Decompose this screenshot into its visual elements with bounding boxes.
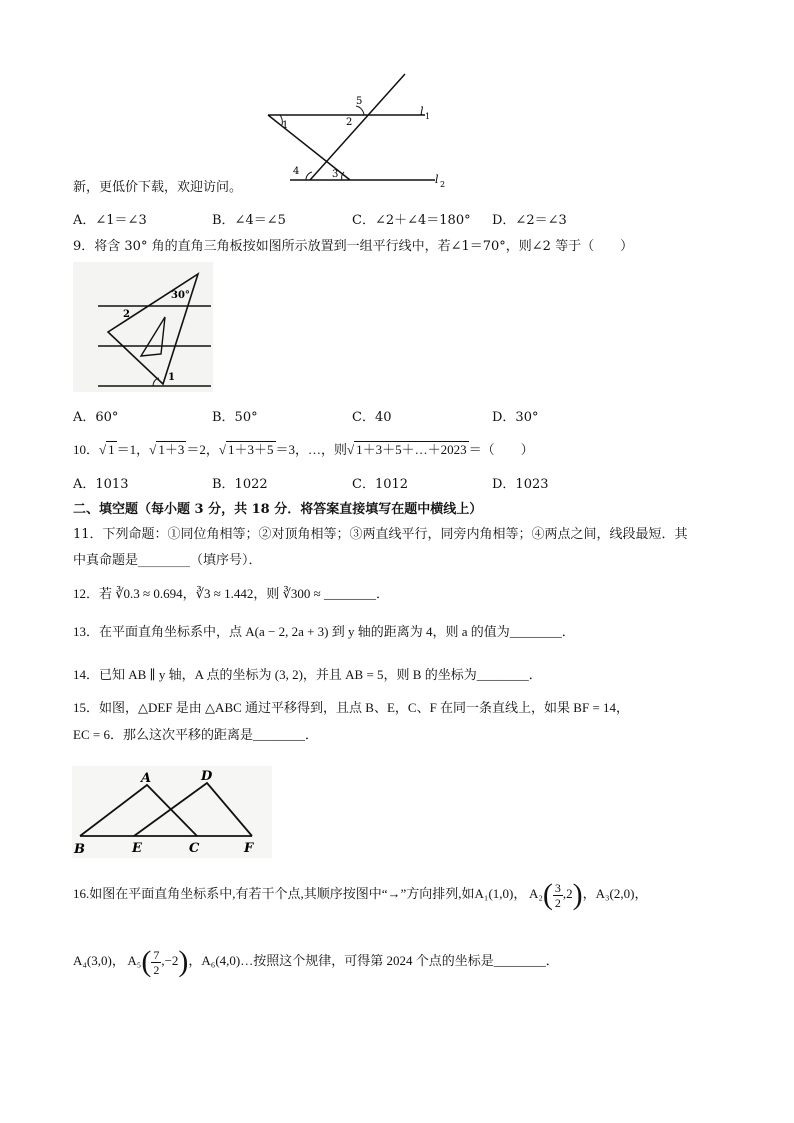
q10-sqrt-3: 1＋3＋5 [227,442,274,457]
q10-eq-1: ＝1， [116,442,150,457]
q13-text: 13．在平面直角坐标系中，点 A(a − 2, 2a + 3) 到 y 轴的距离为 4，则 a 的值为________． [73,624,575,639]
q9-option-b: B．50° [212,410,258,425]
q16-a3: ，A₃(2,0)， [582,885,648,901]
q16-a2-rest: ,2 [562,885,573,901]
q8-label-l1: l [420,105,424,118]
q9-option-c: C．40 [352,410,392,425]
transversal-long [310,74,405,180]
q16-a5-den: 2 [153,962,160,977]
q15-label-a: A [141,771,152,786]
q10-option-a: A．1013 [73,477,129,492]
q16-a2-label: A₂ [528,885,543,901]
q9-stem: 9．将含 30° 角的直角三角板按如图所示放置到一组平行线中，若∠1＝70°，则∠2 等于（ ） [73,239,634,254]
q9-option-d: D．30° [492,410,539,425]
q8-angle-4: 4 [293,166,300,177]
q10-eq-2: ＝2， [186,442,219,457]
q16-line-2: A₄(3,0)， A₅( $\frac{7}{2}$ ,−2)，A₆(4,0)…按照这个规律，可得第 2024 个点的坐标是________． [73,945,559,978]
q8-intro: 新，更低价下载，欢迎访问。 [73,180,243,195]
q8-figure [260,70,460,190]
q10-option-d: D．1023 [492,477,549,492]
q12-text: 12．若 ∛0.3 ≈ 0.694，∛3 ≈ 1.442，则 ∛300 ≈ ________． [73,586,390,601]
q16-text-1: 16.如图在平面直角坐标系中,有若干个点,其顺序按图中“→”方向排列,如 [73,885,475,901]
q10-number: 10． [73,442,100,457]
q8-label-l2: l [435,173,439,186]
q10-sqrt-1: 1 [108,442,115,457]
q8-angle-3: 3 [332,169,339,180]
q15-label-b: B [74,842,85,857]
q11-line-1: 11．下列命题：①同位角相等；②对顶角相等；③两直线平行，同旁内角相等；④两点之间，线段最短．其 [73,527,688,542]
q15-line-2: EC = 6．那么这次平移的距离是________． [73,727,318,742]
q15-label-e: E [132,841,142,856]
q9-label-30deg: 30° [171,290,190,301]
q8-option-a: A．∠1＝∠3 [73,213,147,228]
section-2-heading: 二、填空题（每小题 3 分，共 18 分．将答案直接填写在题中横线上） [73,502,483,517]
q16-a1: A₁(1,0)， [474,885,527,901]
q8-angle-1: 1 [282,120,289,131]
q16-a5-frac [151,948,161,977]
q8-angle-2: 2 [346,117,353,128]
q16-a2-den: 2 [554,895,561,910]
q16-a5-label: A₅ [127,952,142,968]
q10-option-b: B．1022 [212,477,268,492]
q16-a2-num: 3 [554,880,561,895]
q16-a4: A₄(3,0)， [73,952,125,968]
q11-line-2: 中真命题是________（填序号）． [73,553,262,568]
q16-a2-frac [553,881,563,910]
q8-option-d: D．∠2＝∠3 [492,213,567,228]
q15-line-1: 15．如图，△DEF 是由 △ABC 通过平移得到，且点 B、E，C、F 在同一条直线上，如果 BF = 14， [73,700,630,715]
q16-a5-num: 7 [153,947,160,962]
q9-angle-2: 2 [123,309,130,320]
q8-label-l1-sub: 1 [425,112,431,121]
q16-line-1: 16.如图在平面直角坐标系中,有若干个点,其顺序按图中“→”方向排列,如A₁(1,0)， A₂( $\frac{3}{2}$ ,2)，A₃(2,0)， [73,878,648,911]
q16-a6: ，A₆(4,0)…按照这个规律，可得第 2024 个点的坐标是________． [188,952,559,968]
q15-label-d: D [201,769,213,784]
q10-sqrt-4: 1＋3＋5＋…＋2023 [356,442,467,457]
q15-figure [72,766,272,858]
q8-option-b: B．∠4＝∠5 [212,213,286,228]
q10-option-c: C．1012 [352,477,409,492]
q10-sqrt-2: 1＋3 [158,442,185,457]
q14-text: 14．已知 AB ∥ y 轴，A 点的坐标为 (3, 2)，并且 AB = 5，则 B 的坐标为________． [73,667,542,682]
q9-figure [73,262,213,392]
q15-label-c: C [189,841,200,856]
q10-eq-4: ＝（ ） [468,442,534,457]
q10-eq-3: ＝3，…，则 [275,442,348,457]
q9-angle-1: 1 [168,372,175,383]
q8-option-c: C．∠2＋∠4＝180° [352,213,471,228]
q8-angle-5: 5 [356,96,363,107]
q10-stem: 10．√ 1 ＝1，√ 1＋3 ＝2，√ 1＋3＋5 ＝3，…，则√ 1＋3＋5＋…＋2023 ＝（ ） [73,442,534,457]
q8-label-l2-sub: 2 [440,180,446,189]
q16-a5-rest: ,−2 [161,952,179,968]
q9-option-a: A．60° [73,410,119,425]
q15-label-f: F [244,841,254,856]
